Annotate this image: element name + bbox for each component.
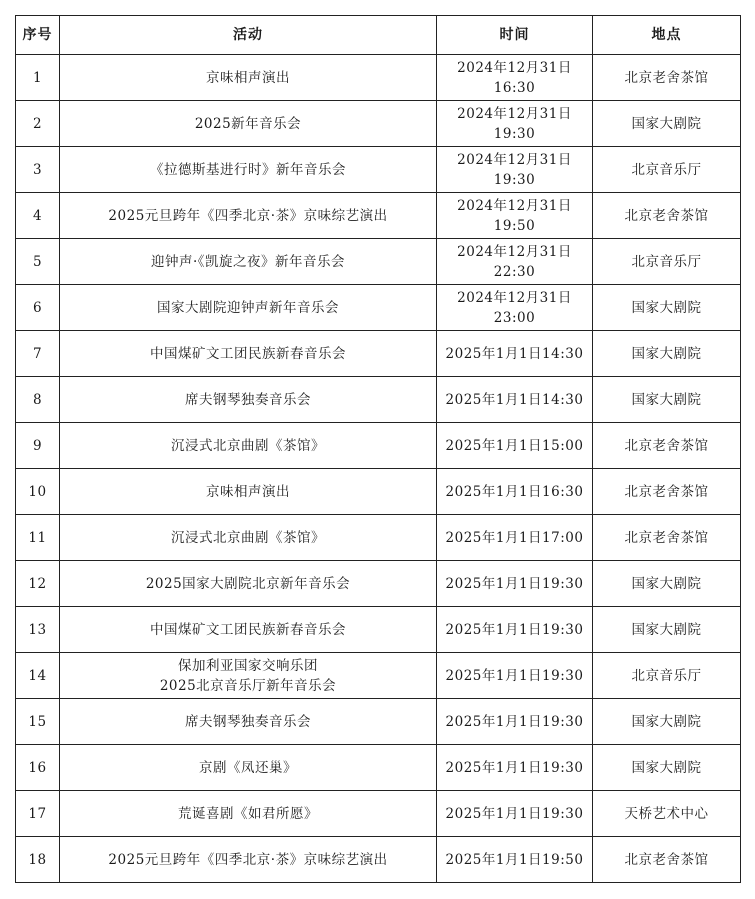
cell-activity <box>60 239 437 285</box>
time-line: 2025年1月1日19:50 <box>445 851 584 868</box>
cell-activity <box>60 423 437 469</box>
time-line: 23:00 <box>493 309 536 326</box>
cell-activity <box>60 791 437 837</box>
cell-no: 6 <box>16 285 60 331</box>
cell-activity <box>60 285 437 331</box>
activity-line: 《拉德斯基进行时》新年音乐会 <box>150 161 346 178</box>
cell-time <box>437 423 593 469</box>
cell-location: 国家大剧院 <box>593 699 741 745</box>
activity-line: 2025北京音乐厅新年音乐会 <box>159 677 337 694</box>
time-line: 19:30 <box>493 171 536 188</box>
table-row <box>16 423 741 469</box>
cell-no: 5 <box>16 239 60 285</box>
cell-no: 14 <box>16 653 60 699</box>
table-row <box>16 653 741 699</box>
time-line: 19:50 <box>493 217 536 234</box>
activity-line: 京味相声演出 <box>206 69 290 86</box>
cell-no: 13 <box>16 607 60 653</box>
activity-line: 国家大剧院迎钟声新年音乐会 <box>157 299 339 316</box>
time-line: 2025年1月1日15:00 <box>445 437 584 454</box>
cell-activity <box>60 147 437 193</box>
activity-line: 荒诞喜剧《如君所愿》 <box>178 805 318 822</box>
cell-location: 北京老舍茶馆 <box>593 55 741 101</box>
header-location: 地点 <box>593 16 741 55</box>
cell-activity <box>60 699 437 745</box>
cell-time <box>437 147 593 193</box>
table-row <box>16 837 741 883</box>
cell-activity <box>60 55 437 101</box>
table-body <box>16 55 741 883</box>
table-row <box>16 147 741 193</box>
cell-location: 国家大剧院 <box>593 377 741 423</box>
cell-time <box>437 653 593 699</box>
cell-location: 北京音乐厅 <box>593 653 741 699</box>
header-time: 时间 <box>437 16 593 55</box>
cell-no: 15 <box>16 699 60 745</box>
cell-time <box>437 837 593 883</box>
table-row <box>16 101 741 147</box>
cell-time <box>437 791 593 837</box>
cell-time <box>437 515 593 561</box>
cell-activity <box>60 561 437 607</box>
header-row <box>16 16 741 55</box>
cell-no: 7 <box>16 331 60 377</box>
activity-line: 2025元旦跨年《四季北京·茶》京味综艺演出 <box>108 851 388 868</box>
cell-location: 北京老舍茶馆 <box>593 515 741 561</box>
time-line: 2025年1月1日17:00 <box>445 529 584 546</box>
activity-line: 沉浸式北京曲剧《茶馆》 <box>171 437 325 454</box>
time-line: 2025年1月1日19:30 <box>445 759 584 776</box>
table-row <box>16 469 741 515</box>
cell-activity <box>60 101 437 147</box>
cell-no: 12 <box>16 561 60 607</box>
time-line: 2025年1月1日19:30 <box>445 713 584 730</box>
cell-activity <box>60 515 437 561</box>
cell-activity <box>60 745 437 791</box>
schedule-table <box>15 15 741 883</box>
cell-activity <box>60 607 437 653</box>
cell-no: 8 <box>16 377 60 423</box>
time-line: 2024年12月31日 <box>457 289 572 306</box>
time-line: 2025年1月1日16:30 <box>445 483 584 500</box>
cell-time <box>437 331 593 377</box>
cell-location: 北京老舍茶馆 <box>593 193 741 239</box>
table-row <box>16 239 741 285</box>
cell-location: 北京老舍茶馆 <box>593 423 741 469</box>
cell-activity <box>60 837 437 883</box>
activity-line: 京剧《凤还巢》 <box>199 759 297 776</box>
time-line: 2024年12月31日 <box>457 59 572 76</box>
cell-location: 国家大剧院 <box>593 561 741 607</box>
cell-no: 2 <box>16 101 60 147</box>
activity-line: 沉浸式北京曲剧《茶馆》 <box>171 529 325 546</box>
cell-no: 17 <box>16 791 60 837</box>
time-line: 2024年12月31日 <box>457 151 572 168</box>
cell-location: 国家大剧院 <box>593 745 741 791</box>
cell-no: 3 <box>16 147 60 193</box>
time-line: 2025年1月1日19:30 <box>445 621 584 638</box>
cell-activity <box>60 653 437 699</box>
cell-no: 11 <box>16 515 60 561</box>
cell-activity <box>60 377 437 423</box>
activity-line: 中国煤矿文工团民族新春音乐会 <box>150 345 346 362</box>
cell-time <box>437 561 593 607</box>
time-line: 2025年1月1日14:30 <box>445 391 584 408</box>
table-row <box>16 377 741 423</box>
cell-time <box>437 285 593 331</box>
activity-line: 迎钟声·《凯旋之夜》新年音乐会 <box>150 253 346 270</box>
cell-location: 国家大剧院 <box>593 285 741 331</box>
cell-location: 北京老舍茶馆 <box>593 837 741 883</box>
time-line: 2025年1月1日19:30 <box>445 805 584 822</box>
table-row <box>16 515 741 561</box>
cell-time <box>437 377 593 423</box>
cell-activity <box>60 331 437 377</box>
cell-location: 天桥艺术中心 <box>593 791 741 837</box>
time-line: 2024年12月31日 <box>457 197 572 214</box>
cell-time <box>437 699 593 745</box>
cell-no: 18 <box>16 837 60 883</box>
cell-time <box>437 55 593 101</box>
table-row <box>16 561 741 607</box>
cell-location: 北京音乐厅 <box>593 239 741 285</box>
activity-line: 京味相声演出 <box>206 483 290 500</box>
cell-time <box>437 607 593 653</box>
cell-activity <box>60 193 437 239</box>
table-row <box>16 791 741 837</box>
cell-location: 北京老舍茶馆 <box>593 469 741 515</box>
table-row <box>16 607 741 653</box>
cell-time <box>437 101 593 147</box>
activity-line: 席夫钢琴独奏音乐会 <box>185 713 311 730</box>
table-row <box>16 285 741 331</box>
activity-line: 保加利亚国家交响乐团 <box>178 657 318 674</box>
table-row <box>16 699 741 745</box>
cell-location: 国家大剧院 <box>593 101 741 147</box>
cell-time <box>437 469 593 515</box>
cell-time <box>437 193 593 239</box>
table-row <box>16 745 741 791</box>
time-line: 2025年1月1日19:30 <box>445 667 584 684</box>
cell-no: 4 <box>16 193 60 239</box>
activity-line: 2025元旦跨年《四季北京·茶》京味综艺演出 <box>108 207 388 224</box>
activity-line: 中国煤矿文工团民族新春音乐会 <box>150 621 346 638</box>
cell-location: 北京音乐厅 <box>593 147 741 193</box>
cell-no: 9 <box>16 423 60 469</box>
table-row <box>16 55 741 101</box>
cell-no: 16 <box>16 745 60 791</box>
cell-time <box>437 745 593 791</box>
cell-no: 10 <box>16 469 60 515</box>
cell-no: 1 <box>16 55 60 101</box>
cell-location: 国家大剧院 <box>593 331 741 377</box>
time-line: 2025年1月1日14:30 <box>445 345 584 362</box>
table-row <box>16 331 741 377</box>
activity-line: 席夫钢琴独奏音乐会 <box>185 391 311 408</box>
header-activity: 活动 <box>60 16 437 55</box>
time-line: 16:30 <box>493 79 536 96</box>
header-no: 序号 <box>16 16 60 55</box>
time-line: 2024年12月31日 <box>457 105 572 122</box>
time-line: 2025年1月1日19:30 <box>445 575 584 592</box>
cell-time <box>437 239 593 285</box>
activity-line: 2025国家大剧院北京新年音乐会 <box>145 575 351 592</box>
time-line: 2024年12月31日 <box>457 243 572 260</box>
time-line: 19:30 <box>493 125 536 142</box>
table-row <box>16 193 741 239</box>
cell-activity <box>60 469 437 515</box>
activity-line: 2025新年音乐会 <box>194 115 302 132</box>
time-line: 22:30 <box>493 263 536 280</box>
cell-location: 国家大剧院 <box>593 607 741 653</box>
